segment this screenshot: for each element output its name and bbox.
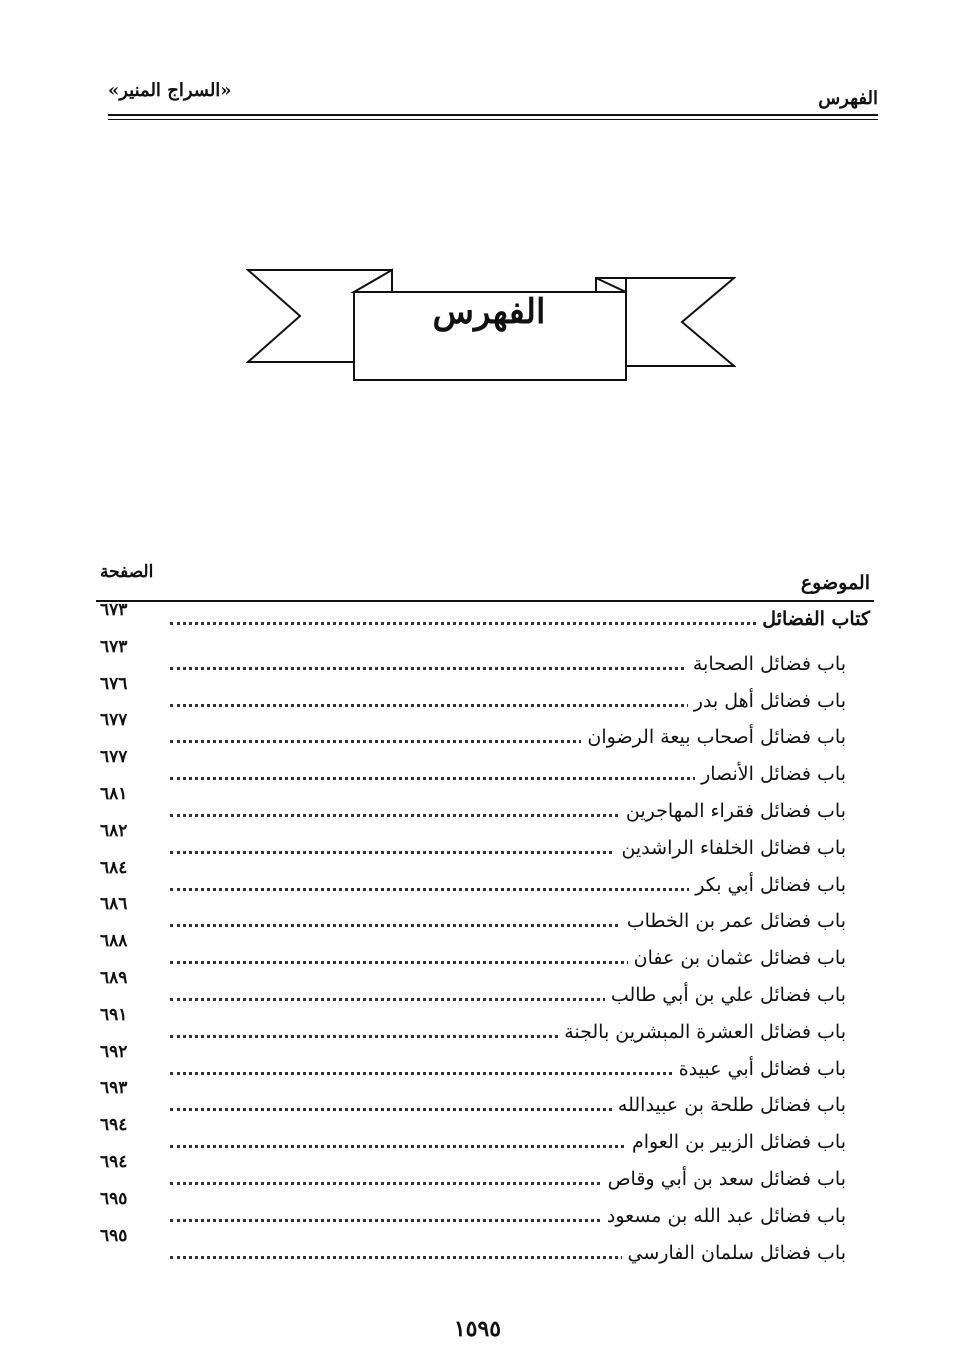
toc-entry-title: باب فضائل الأنصار — [695, 763, 846, 785]
banner-title: الفهرس — [432, 292, 546, 332]
running-header — [108, 80, 878, 124]
running-header-section: الفهرس — [818, 88, 878, 109]
toc-entry-page-number: ٦٩١ — [100, 1004, 128, 1025]
toc-entry-title: باب فضائل الخلفاء الراشدين — [615, 837, 846, 859]
toc-chapter-row — [96, 712, 874, 749]
toc-chapter-row — [96, 1188, 874, 1228]
toc-entry-page-number: ٦٩٣ — [100, 1078, 128, 1099]
toc-chapter-row — [96, 933, 874, 970]
toc-chapter-row — [96, 636, 874, 676]
toc-entry-page-number: ٦٧٣ — [100, 636, 128, 657]
toc-chapter-row — [96, 896, 874, 933]
toc-entry-page-number: ٦٩٥ — [100, 1225, 128, 1246]
toc-entry-page-number: ٦٨٢ — [100, 820, 128, 841]
toc-entry-page-number: ٦٩٤ — [100, 1151, 128, 1172]
toc-entry-page-number: ٦٧٧ — [100, 747, 128, 768]
toc-chapter-row — [96, 749, 874, 786]
toc-entry-title: كتاب الفضائل — [756, 608, 870, 630]
page-column-header: الصفحة — [100, 562, 154, 582]
header-rule-thick — [108, 114, 878, 116]
dot-leader — [170, 622, 846, 625]
toc-entry-page-number: ٦٩٤ — [100, 1115, 128, 1136]
toc-entry-title: باب فضائل طلحة بن عبيدالله — [612, 1094, 846, 1116]
toc-chapter-row — [96, 1225, 874, 1265]
toc-entry-title: باب فضائل علي بن أبي طالب — [605, 984, 846, 1006]
title-banner — [246, 266, 736, 386]
toc-entry-page-number: ٦٨١ — [100, 783, 128, 804]
toc-header-row — [96, 560, 874, 602]
toc-book-heading-row — [96, 602, 874, 639]
toc-entry-page-number: ٦٩٥ — [100, 1188, 128, 1209]
toc-entry-title: باب فضائل عثمان بن عفان — [628, 947, 846, 969]
toc-chapter-row — [96, 1151, 874, 1191]
topic-column-header: الموضوع — [800, 572, 870, 594]
toc-entry-title: باب فضائل فقراء المهاجرين — [620, 800, 846, 822]
toc-entry-page-number: ٦٧٣ — [100, 600, 128, 620]
toc-rows — [96, 602, 874, 1264]
toc-chapter-row — [96, 673, 874, 713]
toc-entry-title: باب فضائل الصحابة — [687, 653, 846, 675]
toc-chapter-row — [96, 1004, 874, 1044]
running-header-book-title: «السراج المنير» — [108, 80, 232, 101]
toc-entry-page-number: ٦٨٦ — [100, 894, 128, 915]
toc-entry-title: باب فضائل عمر بن الخطاب — [621, 910, 846, 932]
toc-entry-page-number: ٦٨٩ — [100, 967, 128, 988]
toc-entry-title: باب فضائل العشرة المبشرين بالجنة — [558, 1021, 846, 1043]
toc-entry-page-number: ٦٩٢ — [100, 1041, 128, 1062]
toc-chapter-row — [96, 783, 874, 823]
toc-entry-page-number: ٦٧٧ — [100, 710, 128, 731]
toc-entry-title: باب فضائل الزبير بن العوام — [626, 1131, 846, 1153]
toc-chapter-row — [96, 1117, 874, 1154]
toc-entry-title: باب فضائل عبد الله بن مسعود — [601, 1205, 846, 1227]
toc-entry-page-number: ٦٧٦ — [100, 673, 128, 694]
page-number: ١٥٩٥ — [453, 1316, 502, 1342]
toc-entry-title: باب فضائل سعد بن أبي وقاص — [602, 1168, 846, 1190]
toc-chapter-row — [96, 820, 874, 860]
toc-entry-title: باب فضائل أهل بدر — [688, 690, 846, 712]
header-rule-thin — [108, 119, 878, 120]
toc-entry-title: باب فضائل أصحاب بيعة الرضوان — [581, 726, 846, 748]
toc-chapter-row — [96, 857, 874, 897]
toc-chapter-row — [96, 1080, 874, 1117]
toc-entry-title: باب فضائل سلمان الفارسي — [622, 1242, 846, 1264]
toc-chapter-row — [96, 967, 874, 1007]
table-of-contents — [96, 560, 874, 1264]
toc-entry-page-number: ٦٨٤ — [100, 857, 128, 878]
toc-entry-page-number: ٦٨٨ — [100, 931, 128, 952]
toc-entry-title: باب فضائل أبي عبيدة — [673, 1058, 846, 1080]
toc-entry-title: باب فضائل أبي بكر — [689, 874, 846, 896]
toc-chapter-row — [96, 1041, 874, 1081]
